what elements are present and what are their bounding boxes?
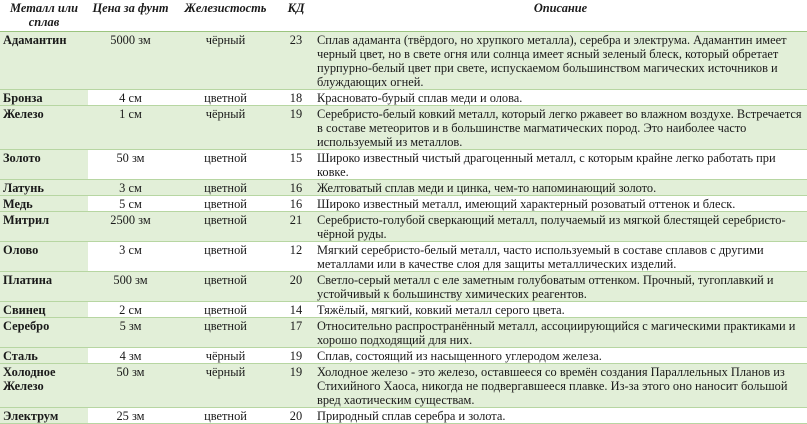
cell-iron: цветной xyxy=(173,272,278,302)
cell-iron: цветной xyxy=(173,408,278,424)
cell-iron: чёрный xyxy=(173,106,278,150)
cell-price: 1 см xyxy=(88,106,173,150)
cell-price: 2 см xyxy=(88,302,173,318)
cell-iron: цветной xyxy=(173,150,278,180)
cell-desc: Желтоватый сплав меди и цинка, чем-то напоминающий золото. xyxy=(314,180,807,196)
cell-price: 50 зм xyxy=(88,364,173,408)
header-hp: КД xyxy=(278,0,314,32)
cell-hp: 23 xyxy=(278,32,314,90)
cell-name: Адамантин xyxy=(0,32,88,90)
cell-price: 3 см xyxy=(88,242,173,272)
cell-name: Электрум xyxy=(0,408,88,424)
cell-iron: цветной xyxy=(173,212,278,242)
cell-iron: цветной xyxy=(173,318,278,348)
cell-price: 2500 зм xyxy=(88,212,173,242)
table-row xyxy=(0,90,807,106)
cell-desc: Относительно распространённый металл, ассоциирующийся с магическими практиками и хорошо подходящий для них. xyxy=(314,318,807,348)
cell-name: Свинец xyxy=(0,302,88,318)
cell-price: 4 зм xyxy=(88,348,173,364)
cell-name: Серебро xyxy=(0,318,88,348)
table-row xyxy=(0,32,807,90)
table-row xyxy=(0,364,807,408)
table-row xyxy=(0,150,807,180)
cell-hp: 14 xyxy=(278,302,314,318)
cell-name: Митрил xyxy=(0,212,88,242)
cell-hp: 15 xyxy=(278,150,314,180)
table-row xyxy=(0,212,807,242)
cell-price: 4 см xyxy=(88,90,173,106)
header-row xyxy=(0,0,807,32)
cell-name: Золото xyxy=(0,150,88,180)
cell-iron: цветной xyxy=(173,180,278,196)
table-row xyxy=(0,180,807,196)
cell-name: Бронза xyxy=(0,90,88,106)
table-row xyxy=(0,348,807,364)
cell-desc: Природный сплав серебра и золота. xyxy=(314,408,807,424)
cell-iron: чёрный xyxy=(173,32,278,90)
cell-desc: Широко известный металл, имеющий характерный розоватый оттенок и блеск. xyxy=(314,196,807,212)
header-desc: Описание xyxy=(314,0,807,32)
cell-iron: цветной xyxy=(173,302,278,318)
cell-price: 5000 зм xyxy=(88,32,173,90)
cell-hp: 21 xyxy=(278,212,314,242)
cell-desc: Холодное железо - это железо, оставшееся со времён создания Параллельных Планов из Стихийного Хаоса, никогда не подвергавшееся плавке. Из-за этого оно наносит большой вред хаотическим существам. xyxy=(314,364,807,408)
cell-price: 500 зм xyxy=(88,272,173,302)
cell-desc: Серебристо-голубой сверкающий металл, получаемый из мягкой блестящей серебристо-чёрной руды. xyxy=(314,212,807,242)
table-row xyxy=(0,408,807,424)
cell-name: Олово xyxy=(0,242,88,272)
cell-hp: 17 xyxy=(278,318,314,348)
cell-hp: 12 xyxy=(278,242,314,272)
cell-desc: Широко известный чистый драгоценный металл, с которым крайне легко работать при ковке. xyxy=(314,150,807,180)
cell-iron: чёрный xyxy=(173,364,278,408)
cell-hp: 19 xyxy=(278,348,314,364)
header-iron: Железистость xyxy=(173,0,278,32)
cell-price: 5 зм xyxy=(88,318,173,348)
table-row xyxy=(0,196,807,212)
cell-hp: 16 xyxy=(278,196,314,212)
cell-desc: Сплав, состоящий из насыщенного углеродом железа. xyxy=(314,348,807,364)
cell-name: Платина xyxy=(0,272,88,302)
cell-hp: 20 xyxy=(278,408,314,424)
cell-name: Сталь xyxy=(0,348,88,364)
cell-hp: 20 xyxy=(278,272,314,302)
cell-desc: Серебристо-белый ковкий металл, который легко ржавеет во влажном воздухе. Встречается в составе метеоритов и в большинстве магматических пород. Это наиболее часто используемый из металлов. xyxy=(314,106,807,150)
header-price: Цена за фунт xyxy=(88,0,173,32)
cell-iron: цветной xyxy=(173,242,278,272)
cell-hp: 16 xyxy=(278,180,314,196)
cell-price: 3 см xyxy=(88,180,173,196)
cell-iron: цветной xyxy=(173,196,278,212)
cell-name: Железо xyxy=(0,106,88,150)
table-row xyxy=(0,318,807,348)
cell-hp: 19 xyxy=(278,106,314,150)
cell-hp: 18 xyxy=(278,90,314,106)
cell-name: Латунь xyxy=(0,180,88,196)
cell-desc: Тяжёлый, мягкий, ковкий металл серого цвета. xyxy=(314,302,807,318)
table-row xyxy=(0,106,807,150)
cell-price: 25 зм xyxy=(88,408,173,424)
cell-desc: Сплав адаманта (твёрдого, но хрупкого металла), серебра и электрума. Адамантин имеет черный цвет, но в свете огня или солнца имеет ясный зеленый блеск, который обретает пурпурно-белый цвет при свете, испускаемом большинством магических источников и блуждающих огней. xyxy=(314,32,807,90)
cell-iron: чёрный xyxy=(173,348,278,364)
cell-price: 5 см xyxy=(88,196,173,212)
cell-desc: Красновато-бурый сплав меди и олова. xyxy=(314,90,807,106)
cell-hp: 19 xyxy=(278,364,314,408)
cell-name: Холодное Железо xyxy=(0,364,88,408)
table-row xyxy=(0,242,807,272)
cell-name: Медь xyxy=(0,196,88,212)
cell-desc: Светло-серый металл с еле заметным голубоватым оттенком. Прочный, тугоплавкий и устойчивый к большинству химических реагентов. xyxy=(314,272,807,302)
table-row xyxy=(0,302,807,318)
table-row xyxy=(0,272,807,302)
cell-iron: цветной xyxy=(173,90,278,106)
cell-price: 50 зм xyxy=(88,150,173,180)
header-name: Металл или сплав xyxy=(0,0,88,32)
cell-desc: Мягкий серебристо-белый металл, часто используемый в составе сплавов с другими металлами или в качестве слоя для защиты металлических изделий. xyxy=(314,242,807,272)
